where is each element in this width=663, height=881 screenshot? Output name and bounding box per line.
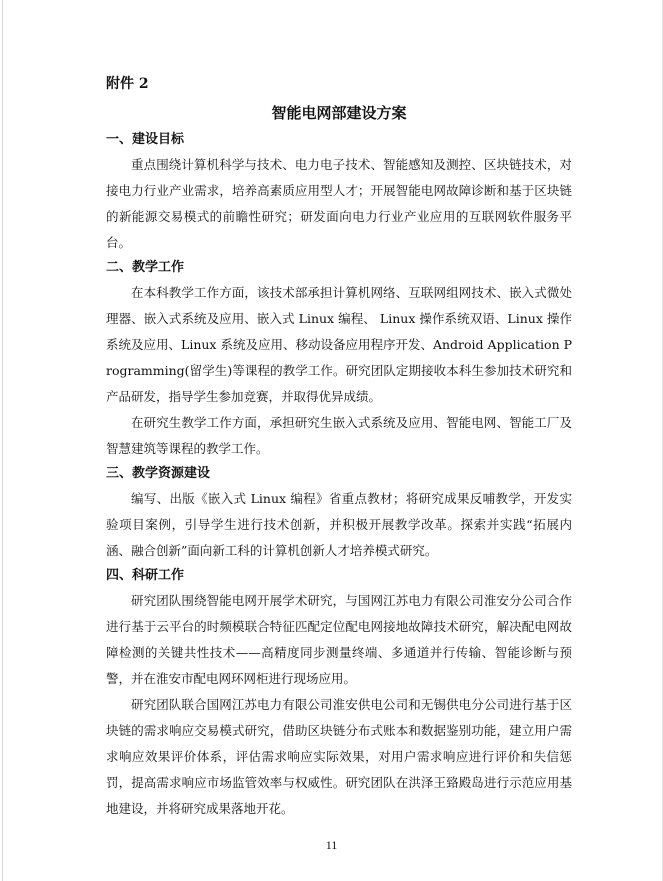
attachment-label: 附件 2 (106, 76, 149, 92)
page-left-edge (2, 0, 3, 881)
paragraph: 研究团队围绕智能电网开展学术研究，与国网江苏电力有限公司淮安分公司合作进行基于云平台的时频模联合特征匹配定位配电网接地故障技术研究，解决配电网故障检测的关键共性技术——高精度同步测量终端、多通道并行传输、智能诊断与预警，并在淮安市配电网环网柜进行现场应用。 (106, 593, 572, 686)
section-heading: 四、科研工作 (106, 568, 185, 583)
section-teaching (106, 256, 572, 462)
paragraph: 重点围绕计算机科学与技术、电力电子技术、智能感知及测控、区块链技术，对接电力行业产业需求，培养高素质应用型人才；开展智能电网故障诊断和基于区块链的新能源交易模式的前瞻性研究；研发面向电力行业产业应用的互联网软件服务平台。 (106, 157, 572, 250)
section-heading: 一、建设目标 (106, 132, 185, 147)
document-body (106, 74, 572, 822)
paragraph: 编写、出版《嵌入式 Linux 编程》省重点教材；将研究成果反哺教学，开发实验项目案例，引导学生进行技术创新，并积极开展教学改革。探索并实践“拓展内涵、融合创新”面向新工科的计算机创新人才培养模式研究。 (106, 491, 572, 558)
page-number: 11 (325, 838, 338, 852)
section-heading: 三、教学资源建设 (106, 466, 211, 481)
paragraph: 在研究生教学工作方面，承担研究生嵌入式系统及应用、智能电网、智能工厂及智慧建筑等课程的教学工作。 (106, 415, 572, 456)
paragraph: 研究团队联合国网江苏电力有限公司淮安供电公司和无锡供电分公司进行基于区块链的需求响应交易模式研究，借助区块链分布式账本和数据鉴别功能，建立用户需求响应效果评价体系，评估需求响应实际效果，对用户需求响应进行评价和失信惩罚，提高需求响应市场监管效率与权威性。研究团队在洪泽王臵殿岛进行示范应用基地建设，并将研究成果落地开花。 (106, 697, 572, 816)
section-research (106, 564, 572, 822)
paragraph: 在本科教学工作方面，该技术部承担计算机网络、互联网组网技术、嵌入式微处理器、嵌入式系统及应用、嵌入式 Linux 编程、 Linux 操作系统双语、Linux 操作系统及应用、Linux 系统及应用、移动设备应用程序开发、Android Application Programming(留学生)等课程的教学工作。研究团队定期接收本科生参加技术研究和产品研发，指导学生参加竞赛，并取得优异成绩。 (106, 285, 572, 404)
section-goals (106, 128, 572, 256)
document-title: 智能电网部建设方案 (271, 104, 407, 122)
section-heading: 二、教学工作 (106, 260, 185, 275)
section-resources (106, 462, 572, 564)
